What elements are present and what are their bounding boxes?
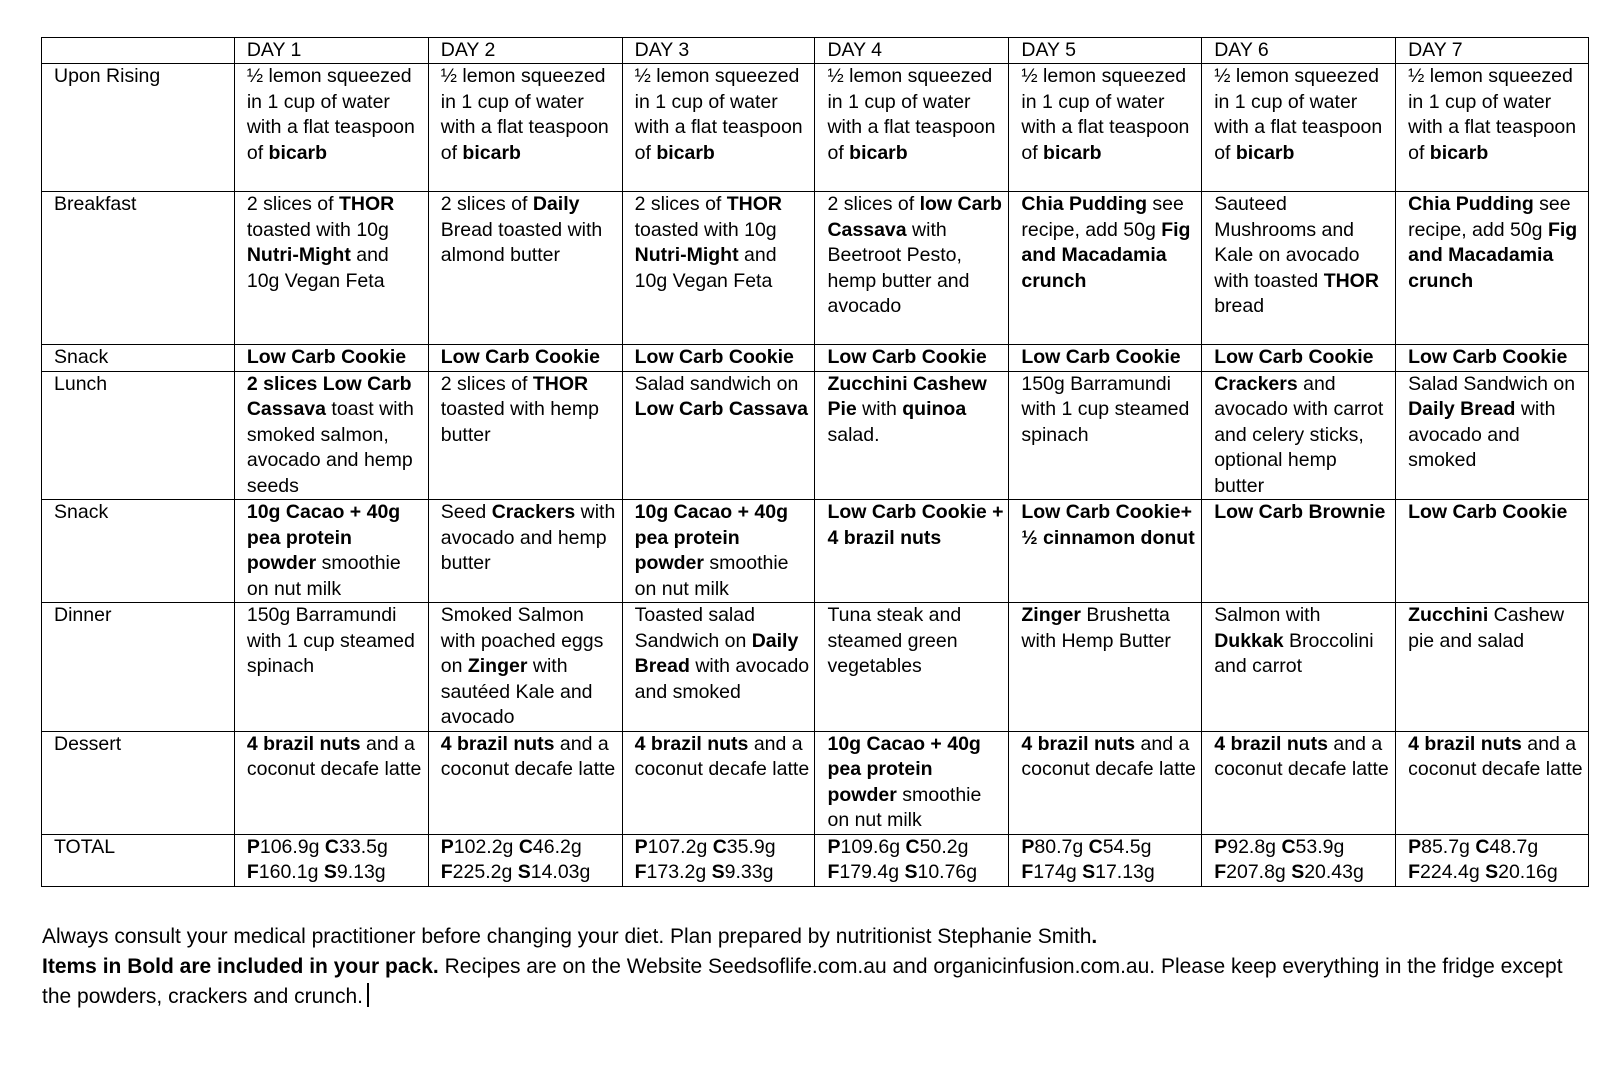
meal-cell-day-6[interactable] <box>1202 500 1396 603</box>
meal-text: with avocado and smoked <box>634 655 810 703</box>
meal-text: Tuna steak and steamed green vegetables <box>827 604 962 677</box>
meal-cell-day-5[interactable] <box>1009 500 1202 603</box>
meal-cell-day-4[interactable] <box>815 345 1009 372</box>
meal-text: Sauteed Mushrooms and Kale on avocado with toasted <box>1214 193 1360 292</box>
meal-cell-day-7[interactable] <box>1396 834 1589 886</box>
pack-item-text: THOR <box>532 372 589 395</box>
pack-item-text: THOR <box>1323 269 1379 292</box>
meal-cell-day-5[interactable] <box>1009 731 1202 834</box>
pack-item-text: Low Carb Cookie <box>1021 346 1181 368</box>
meal-row-snack <box>42 500 1589 603</box>
meal-cell-day-2[interactable] <box>428 371 622 500</box>
day-header-4: DAY 4 <box>815 38 1009 64</box>
meal-text: and a coconut decafe latte <box>1021 732 1196 780</box>
meal-cell-day-3[interactable] <box>622 834 815 886</box>
meal-text: ½ lemon squeezed in 1 cup of water with a flat teaspoon of <box>440 65 609 164</box>
pack-item-text: Low Carb Brownie <box>1214 501 1386 523</box>
pack-item-text: Chia Pudding <box>1021 193 1148 215</box>
pack-item-text: Fig and Macadamia crunch <box>1021 218 1191 292</box>
meal-cell-day-6[interactable] <box>1202 345 1396 372</box>
meal-text: and a coconut decafe latte <box>634 732 810 780</box>
pack-item-text: 10g Cacao + 40g pea protein powder <box>634 501 788 574</box>
pack-item-text: 4 brazil nuts <box>1021 732 1136 755</box>
pack-item-text: Zinger <box>467 655 528 677</box>
meal-text: see recipe, add 50g <box>1021 193 1184 241</box>
pack-item-text: 2 slices Low Carb Cassava <box>246 372 412 420</box>
text-cursor <box>367 983 369 1007</box>
meal-text: with avocado and smoked <box>1408 398 1556 471</box>
footer-notes <box>42 922 1582 1012</box>
meal-cell-day-4[interactable] <box>815 64 1009 192</box>
pack-item-text: Zinger <box>1021 604 1081 626</box>
meal-cell-day-1[interactable] <box>234 192 428 345</box>
meal-text: Cashew pie and salad <box>1408 604 1565 652</box>
meal-cell-day-6[interactable] <box>1202 192 1396 345</box>
meal-cell-day-7[interactable] <box>1396 731 1589 834</box>
meal-text: salad. <box>827 423 880 446</box>
meal-text: 179.4g <box>839 861 905 883</box>
meal-text: 46.2g <box>532 835 582 858</box>
pack-item-text: S <box>1082 861 1096 883</box>
meal-text: 33.5g <box>339 835 388 858</box>
meal-cell-day-1[interactable] <box>234 345 428 372</box>
meal-text: smoothie on nut milk <box>634 552 789 600</box>
meal-cell-day-3[interactable] <box>622 603 815 732</box>
pack-item-text: F <box>1021 861 1034 883</box>
meal-text: 54.5g <box>1102 835 1152 858</box>
pack-item-text: Nutri-Might <box>246 244 351 266</box>
pack-item-text: Low Carb Cookie <box>440 346 601 368</box>
pack-item-text: 4 brazil nuts <box>1214 732 1328 755</box>
pack-item-text: Dukkak <box>1214 629 1284 652</box>
meal-cell-day-1[interactable] <box>234 834 428 886</box>
pack-item-text: Daily Bread <box>1408 398 1516 420</box>
meal-text: 48.7g <box>1489 835 1539 858</box>
day-header-3: DAY 3 <box>622 38 815 64</box>
meal-text: 2 slices of <box>246 193 339 215</box>
meal-text: 174g <box>1033 861 1083 883</box>
disclaimer-line <box>42 922 1582 952</box>
meal-cell-day-3[interactable] <box>622 500 815 603</box>
pack-item-text: Daily Bread <box>634 629 799 677</box>
meal-cell-day-1[interactable] <box>234 64 428 192</box>
pack-item-text: C <box>1475 835 1490 858</box>
meal-text: 17.13g <box>1095 861 1155 883</box>
pack-item-text: F <box>634 861 647 883</box>
pack-item-text: Low Carb Cookie <box>1408 346 1568 368</box>
pack-item-text: bicarb <box>1043 141 1102 164</box>
pack-item-text: bicarb <box>1429 141 1489 164</box>
meal-text: Broccolini and carrot <box>1214 629 1374 677</box>
pack-item-text: C <box>712 835 727 858</box>
meal-text: toast with smoked salmon, avocado and hemp seeds <box>246 398 414 497</box>
pack-item-text: THOR <box>726 193 782 215</box>
meal-plan-table <box>41 37 1589 887</box>
meal-text: with <box>856 398 903 420</box>
meal-cell-day-5[interactable] <box>1009 371 1202 500</box>
meal-cell-day-2[interactable] <box>428 500 622 603</box>
pack-item-text: bicarb <box>1235 141 1295 164</box>
meal-cell-day-4[interactable] <box>815 192 1009 345</box>
meal-text: ½ lemon squeezed in 1 cup of water with a flat teaspoon of <box>246 65 415 164</box>
pack-item-text: bicarb <box>268 141 328 164</box>
meal-cell-day-2[interactable] <box>428 64 622 192</box>
pack-item-text: F <box>827 861 840 883</box>
meal-label: Dinner <box>42 603 235 732</box>
meal-row-dessert <box>42 731 1589 834</box>
meal-text: and a coconut decafe latte <box>246 732 422 780</box>
pack-item-text: Low Carb Cookie <box>1408 501 1568 523</box>
meal-cell-day-7[interactable] <box>1396 603 1589 732</box>
day-header-1: DAY 1 <box>234 38 428 64</box>
meal-row-dinner <box>42 603 1589 732</box>
day-header-7: DAY 7 <box>1396 38 1589 64</box>
meal-text: toasted with 10g <box>634 218 777 241</box>
pack-item-text: F <box>246 861 259 883</box>
pack-item-text: F <box>440 861 453 883</box>
meal-text: 160.1g <box>258 861 324 883</box>
meal-text: 50.2g <box>919 835 969 858</box>
meal-cell-day-7[interactable] <box>1396 345 1589 372</box>
pack-item-text: F <box>1408 861 1421 883</box>
meal-cell-day-6[interactable] <box>1202 731 1396 834</box>
meal-cell-day-1[interactable] <box>234 603 428 732</box>
meal-text: toasted with 10g <box>246 218 389 241</box>
pack-item-text: Fig and Macadamia crunch <box>1408 218 1578 292</box>
pack-item-text: Low Carb Cookie <box>1214 346 1374 368</box>
pack-item-text: P <box>827 835 841 858</box>
pack-item-text: bicarb <box>849 141 908 164</box>
meal-text: Bread toasted with almond butter <box>440 218 603 266</box>
meal-text: ½ lemon squeezed in 1 cup of water with a flat teaspoon of <box>1021 65 1190 164</box>
meal-text: and a coconut decafe latte <box>440 732 616 780</box>
meal-cell-day-3[interactable] <box>622 345 815 372</box>
day-header-2: DAY 2 <box>428 38 622 64</box>
pack-item-text: C <box>324 835 340 858</box>
meal-cell-day-3[interactable] <box>622 192 815 345</box>
meal-text: with avocado and hemp butter <box>440 501 616 574</box>
pack-item-text: bicarb <box>656 141 715 164</box>
pack-item-text: Low Carb Cookie <box>827 346 987 368</box>
meal-text: 2 slices of <box>827 193 920 215</box>
table-body <box>42 64 1589 887</box>
meal-text: Salad Sandwich on <box>1408 372 1576 395</box>
pack-item-text: S <box>1291 861 1305 883</box>
pack-item-text: Low Carb Cookie <box>634 346 794 368</box>
meal-label: Snack <box>42 500 235 603</box>
pack-item-text: S <box>517 861 531 883</box>
meal-text: 9.13g <box>336 861 386 883</box>
meal-label: Upon Rising <box>42 64 235 192</box>
pack-item-text: bicarb <box>462 141 521 164</box>
meal-text: Salmon with <box>1214 604 1321 626</box>
meal-text: 35.9g <box>726 835 776 858</box>
meal-text: 20.43g <box>1304 861 1364 883</box>
pack-item-text: C <box>518 835 533 858</box>
meal-cell-day-2[interactable] <box>428 345 622 372</box>
meal-text: and avocado with carrot and celery sticks, optional hemp butter <box>1214 372 1384 497</box>
meal-cell-day-4[interactable] <box>815 603 1009 732</box>
meal-text: 80.7g <box>1034 835 1089 858</box>
pack-item-text: low Carb Cassava <box>827 193 1002 241</box>
pack-item-text: S <box>323 861 337 883</box>
meal-cell-day-1[interactable] <box>234 731 428 834</box>
pack-item-text: Zucchini <box>1408 604 1489 626</box>
meal-row-breakfast <box>42 192 1589 345</box>
meal-text: 107.2g <box>647 835 713 858</box>
meal-cell-day-4[interactable] <box>815 834 1009 886</box>
pack-item-text: Crackers <box>1214 372 1298 395</box>
pack-item-text: P <box>634 835 648 858</box>
meal-text: 2 slices of <box>440 372 533 395</box>
meal-text: 92.8g <box>1227 835 1282 858</box>
pack-item-text: 4 brazil nuts <box>440 732 555 755</box>
meal-cell-day-2[interactable] <box>428 603 622 732</box>
pack-item-text: P <box>440 835 454 858</box>
pack-item-text: 10g Cacao + 40g pea protein powder <box>827 732 981 806</box>
day-header-6: DAY 6 <box>1202 38 1396 64</box>
pack-item-text: THOR <box>338 193 395 215</box>
meal-text: smoothie on nut milk <box>246 552 401 600</box>
meal-label: Dessert <box>42 731 235 834</box>
pack-item-text: C <box>1088 835 1103 858</box>
meal-text: 14.03g <box>530 861 591 883</box>
meal-text: 53.9g <box>1295 835 1345 858</box>
pack-item-text: F <box>1214 861 1227 883</box>
pack-item-text: P <box>1408 835 1422 858</box>
meal-cell-day-6[interactable] <box>1202 834 1396 886</box>
meal-cell-day-2[interactable] <box>428 731 622 834</box>
pack-item-text: 4 brazil nuts <box>1408 732 1522 755</box>
meal-row-total <box>42 834 1589 886</box>
meal-text: with Beetroot Pesto, hemp butter and avocado <box>827 218 970 317</box>
pack-item-text: Low Carb Cookie + 4 brazil nuts <box>827 501 1004 549</box>
meal-text: with sautéed Kale and avocado <box>440 655 593 728</box>
pack-note-text: Recipes are on the Website Seedsoflife.com.au and organicinfusion.com.au. Please keep everything in the fridge except the powders, crackers and crunch. <box>42 955 1563 1008</box>
meal-cell-day-5[interactable] <box>1009 603 1202 732</box>
meal-text: Smoked Salmon with poached eggs on <box>440 604 604 677</box>
meal-text: 20.16g <box>1498 861 1558 883</box>
meal-text: and a coconut decafe latte <box>1408 732 1583 780</box>
meal-label: Breakfast <box>42 192 235 345</box>
meal-text: 109.6g <box>840 835 906 858</box>
meal-row-lunch <box>42 371 1589 500</box>
meal-text: 10.76g <box>917 861 978 883</box>
meal-text: and 10g Vegan Feta <box>246 244 389 292</box>
pack-item-text: 4 brazil nuts <box>246 732 361 755</box>
meal-cell-day-4[interactable] <box>815 500 1009 603</box>
meal-label: Lunch <box>42 371 235 500</box>
pack-item-text: P <box>1214 835 1228 858</box>
meal-cell-day-1[interactable] <box>234 371 428 500</box>
meal-cell-day-7[interactable] <box>1396 371 1589 500</box>
meal-cell-day-7[interactable] <box>1396 64 1589 192</box>
meal-cell-day-5[interactable] <box>1009 345 1202 372</box>
corner-cell <box>42 38 235 64</box>
meal-cell-day-1[interactable] <box>234 500 428 603</box>
day-header-5: DAY 5 <box>1009 38 1202 64</box>
meal-label: TOTAL <box>42 834 235 886</box>
pack-item-text: S <box>711 861 725 883</box>
meal-text: and a coconut decafe latte <box>1214 732 1389 780</box>
meal-row-upon-rising <box>42 64 1589 192</box>
meal-cell-day-4[interactable] <box>815 371 1009 500</box>
meal-text: 9.33g <box>724 861 774 883</box>
meal-text: Seed <box>440 501 492 523</box>
pack-item-text: Low Carb Cookie <box>246 346 407 368</box>
meal-cell-day-5[interactable] <box>1009 834 1202 886</box>
meal-text: 173.2g <box>646 861 712 883</box>
pack-item-text: Low Carb Cassava <box>634 398 809 420</box>
meal-text: 150g Barramundi with 1 cup steamed spinach <box>246 604 415 677</box>
meal-text: ½ lemon squeezed in 1 cup of water with a flat teaspoon of <box>634 65 803 164</box>
meal-label: Snack <box>42 345 235 372</box>
pack-note-bold: Items in Bold are included in your pack. <box>42 955 439 978</box>
meal-text: smoothie on nut milk <box>827 783 982 831</box>
meal-cell-day-3[interactable] <box>622 731 815 834</box>
meal-text: 2 slices of <box>440 193 533 215</box>
pack-item-text: 4 brazil nuts <box>634 732 749 755</box>
pack-item-text: P <box>246 835 260 858</box>
meal-text: see recipe, add 50g <box>1408 193 1571 241</box>
pack-item-text: Low Carb Cookie+ ½ cinnamon donut <box>1021 501 1195 549</box>
meal-cell-day-3[interactable] <box>622 371 815 500</box>
pack-item-text: Zucchini Cashew Pie <box>827 372 987 420</box>
meal-cell-day-6[interactable] <box>1202 371 1396 500</box>
pack-item-text: C <box>905 835 920 858</box>
pack-item-text: Crackers <box>491 501 576 523</box>
meal-row-snack <box>42 345 1589 372</box>
pack-item-text: Chia Pudding <box>1408 193 1534 215</box>
meal-cell-day-2[interactable] <box>428 192 622 345</box>
meal-text: 102.2g <box>453 835 519 858</box>
pack-item-text: S <box>1485 861 1499 883</box>
meal-text: 106.9g <box>259 835 325 858</box>
pack-item-text: C <box>1281 835 1296 858</box>
meal-cell-day-6[interactable] <box>1202 64 1396 192</box>
pack-item-text: P <box>1021 835 1035 858</box>
pack-item-text: 10g Cacao + 40g pea protein powder <box>246 501 401 574</box>
meal-text: Salad sandwich on <box>634 372 799 395</box>
disclaimer-period: . <box>1091 925 1098 948</box>
meal-text: 224.4g <box>1420 861 1486 883</box>
meal-text: 150g Barramundi with 1 cup steamed spinach <box>1021 372 1190 446</box>
meal-cell-day-3[interactable] <box>622 64 815 192</box>
disclaimer-text: Always consult your medical practitioner before changing your diet. Plan prepared by nutritionist Stephanie Smith <box>42 925 1092 948</box>
meal-text: toasted with hemp butter <box>440 398 599 446</box>
meal-text: ½ lemon squeezed in 1 cup of water with a flat teaspoon of <box>1214 65 1383 164</box>
meal-text: bread <box>1214 295 1265 317</box>
meal-cell-day-6[interactable] <box>1202 603 1396 732</box>
meal-text: 85.7g <box>1421 835 1476 858</box>
meal-text: 225.2g <box>452 861 518 883</box>
meal-cell-day-7[interactable] <box>1396 500 1589 603</box>
meal-cell-day-4[interactable] <box>815 731 1009 834</box>
meal-cell-day-2[interactable] <box>428 834 622 886</box>
meal-text: 2 slices of <box>634 193 727 215</box>
meal-text: ½ lemon squeezed in 1 cup of water with a flat teaspoon of <box>827 65 996 164</box>
pack-item-text: Daily <box>532 193 580 215</box>
meal-cell-day-5[interactable] <box>1009 192 1202 345</box>
header-row <box>42 38 1589 64</box>
meal-text: Toasted salad Sandwich on <box>634 604 755 652</box>
meal-text: 207.8g <box>1226 861 1292 883</box>
meal-text: ½ lemon squeezed in 1 cup of water with a flat teaspoon of <box>1408 65 1577 164</box>
meal-cell-day-5[interactable] <box>1009 64 1202 192</box>
meal-cell-day-7[interactable] <box>1396 192 1589 345</box>
meal-text: and 10g Vegan Feta <box>634 244 777 292</box>
pack-item-text: S <box>904 861 918 883</box>
meal-text: Brushetta with Hemp Butter <box>1021 604 1171 652</box>
pack-item-text: quinoa <box>902 398 967 420</box>
pack-item-text: Nutri-Might <box>634 244 739 266</box>
pack-note-line[interactable] <box>42 952 1582 1012</box>
